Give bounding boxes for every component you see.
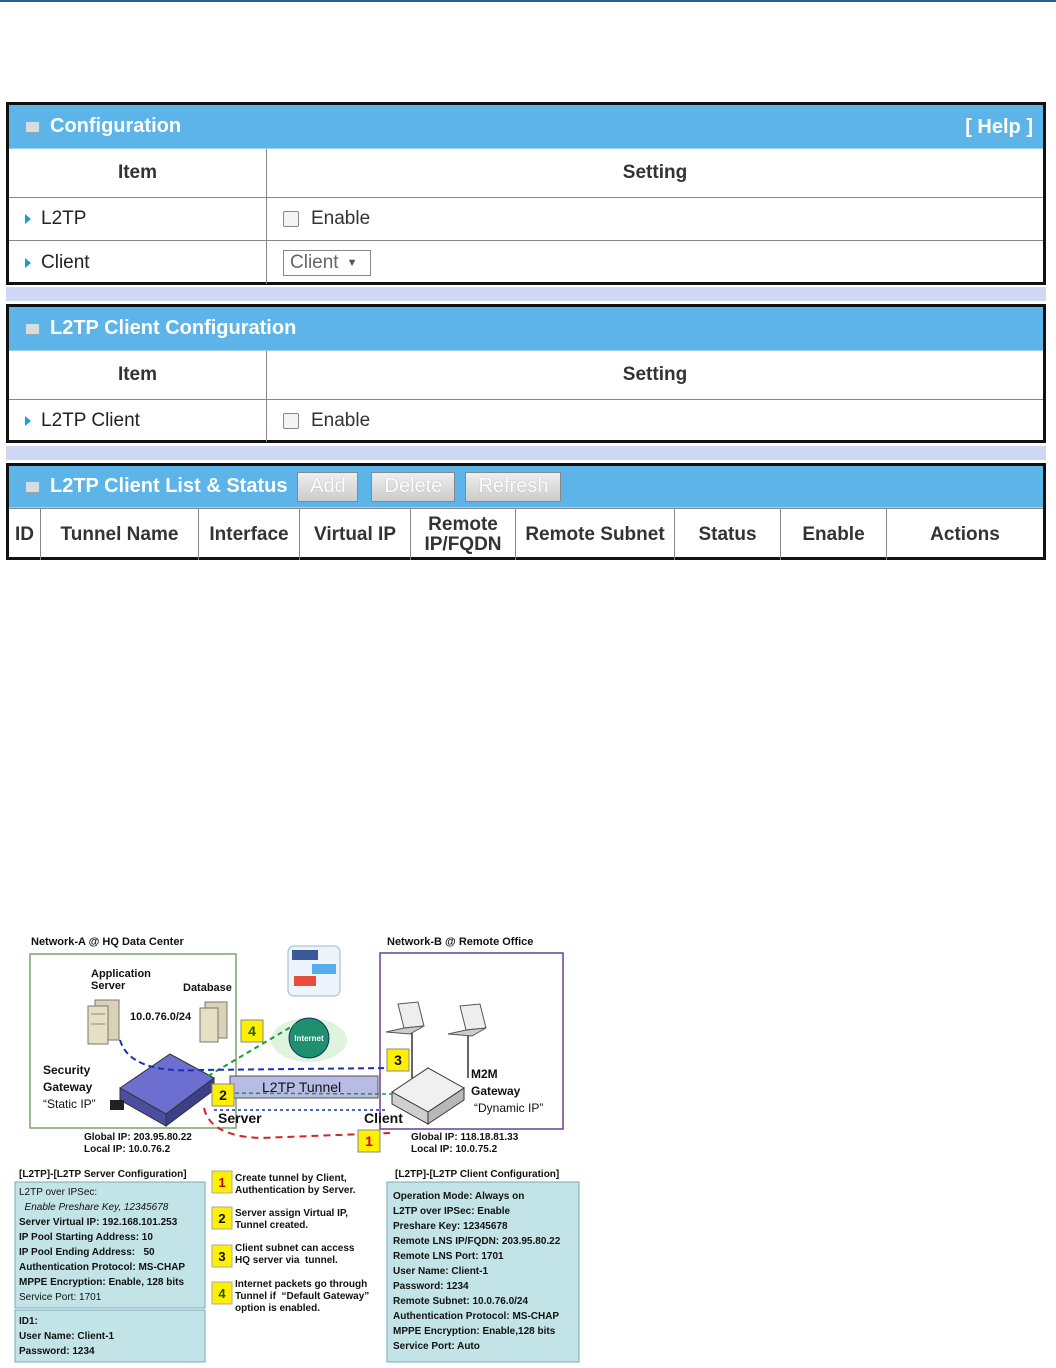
- client-cfg-line: Authentication Protocol: MS-CHAP: [393, 1311, 560, 1322]
- badge-3: 3: [394, 1052, 402, 1068]
- configuration-panel: [6, 102, 1046, 285]
- client-cfg-line: Operation Mode: Always on: [393, 1191, 525, 1202]
- server-label: Server: [218, 1110, 262, 1126]
- social-media-icon: [288, 946, 340, 996]
- col-item: Item: [9, 351, 267, 399]
- client-config-panel: [6, 304, 1046, 443]
- refresh-button[interactable]: Refresh: [465, 472, 561, 502]
- table-header: [9, 351, 1043, 399]
- legend-num: 3: [218, 1249, 226, 1264]
- chevron-down-icon: ▼: [346, 256, 358, 269]
- col-interface: Interface: [199, 509, 300, 560]
- network-diagram: [0, 928, 600, 1368]
- global-ip-a: Global IP: 203.95.80.22: [84, 1132, 192, 1143]
- global-ip-b: Global IP: 118.18.81.33: [411, 1132, 519, 1143]
- server-cfg-line: IP Pool Starting Address: 10: [19, 1232, 153, 1243]
- client-label: Client: [364, 1110, 403, 1126]
- security-gw-line1: Security: [43, 1063, 91, 1077]
- help-link[interactable]: [ Help ]: [965, 116, 1033, 138]
- col-remote-ip: Remote IP/FQDN: [411, 509, 516, 560]
- panel-title: Configuration: [50, 115, 182, 137]
- delete-button[interactable]: Delete: [371, 472, 455, 502]
- internet-globe-icon: [271, 1018, 347, 1062]
- network-b-label: Network-B @ Remote Office: [387, 936, 534, 948]
- client-cfg-line: Remote LNS Port: 1701: [393, 1251, 504, 1262]
- client-list-header: [9, 466, 1043, 508]
- row-label: L2TP Client: [41, 410, 140, 431]
- server-cfg-line: L2TP over IPSec:: [19, 1187, 98, 1198]
- panel-icon: [25, 121, 40, 133]
- legend-text: Tunnel created.: [235, 1220, 309, 1231]
- legend-text: Authentication by Server.: [235, 1185, 356, 1196]
- server-icon: [88, 1000, 119, 1044]
- separator: [6, 446, 1046, 460]
- server-user-line: User Name: Client-1: [19, 1331, 115, 1342]
- configuration-header: [9, 105, 1043, 149]
- row-l2tp: [9, 197, 1043, 240]
- mode-select[interactable]: [283, 250, 371, 276]
- legend-text: Client subnet can access: [235, 1243, 355, 1254]
- server-user-line: Password: 1234: [19, 1346, 95, 1357]
- col-setting: Setting: [622, 162, 688, 183]
- legend-text: option is enabled.: [235, 1303, 321, 1314]
- panel-title: L2TP Client Configuration: [50, 317, 297, 339]
- client-cfg-line: Service Port: Auto: [393, 1341, 480, 1352]
- database-label: Database: [183, 982, 232, 994]
- panel-icon: [25, 481, 40, 493]
- client-cfg-line: Password: 1234: [393, 1281, 469, 1292]
- network-a-label: Network-A @ HQ Data Center: [31, 936, 184, 948]
- col-enable: Enable: [781, 509, 887, 560]
- col-tunnel-name: Tunnel Name: [41, 509, 199, 560]
- m2m-line2: Gateway: [471, 1084, 521, 1098]
- client-list-panel: [6, 463, 1046, 560]
- col-remote-subnet: Remote Subnet: [516, 509, 675, 560]
- client-config-header: [9, 307, 1043, 351]
- m2m-line1: M2M: [471, 1067, 498, 1081]
- app-server-line1: Application: [91, 968, 151, 980]
- separator: [6, 287, 1046, 301]
- panel-title: L2TP Client List & Status: [50, 475, 288, 497]
- row-arrow-icon: [25, 416, 31, 426]
- select-value: Client: [290, 251, 339, 273]
- col-actions: Actions: [930, 523, 1000, 545]
- badge-4: 4: [248, 1023, 256, 1039]
- row-arrow-icon: [25, 258, 31, 268]
- tunnel-label: L2TP Tunnel: [262, 1079, 342, 1095]
- badge-2: 2: [219, 1087, 227, 1103]
- server-cfg-line: Authentication Protocol: MS-CHAP: [19, 1262, 186, 1273]
- l2tp-client-enable-checkbox[interactable]: [283, 413, 299, 429]
- legend-text: Internet packets go through: [235, 1279, 368, 1290]
- server-cfg-line: Service Port: 1701: [19, 1292, 102, 1303]
- col-setting: Setting: [622, 364, 688, 385]
- security-gw-line3: “Static IP”: [43, 1097, 96, 1111]
- row-label: L2TP: [41, 208, 87, 229]
- col-item: Item: [9, 149, 267, 197]
- top-rule: [0, 0, 1056, 2]
- row-client: [9, 240, 1043, 284]
- internet-label: Internet: [294, 1034, 324, 1043]
- legend-num: 2: [218, 1211, 226, 1226]
- client-cfg-line: L2TP over IPSec: Enable: [393, 1206, 511, 1217]
- l2tp-enable-checkbox[interactable]: [283, 211, 299, 227]
- col-status: Status: [675, 509, 781, 560]
- row-label: Client: [41, 251, 90, 273]
- local-ip-b: Local IP: 10.0.75.2: [411, 1144, 498, 1155]
- panel-icon: [25, 323, 40, 335]
- badge-1: 1: [365, 1133, 373, 1149]
- server-cfg-line: MPPE Encryption: Enable, 128 bits: [19, 1277, 185, 1288]
- client-cfg-line: Remote LNS IP/FQDN: 203.95.80.22: [393, 1236, 561, 1247]
- client-cfg-line: MPPE Encryption: Enable,128 bits: [393, 1326, 556, 1337]
- legend-num: 4: [218, 1286, 226, 1301]
- server-user-line: ID1:: [19, 1316, 38, 1327]
- legend-text: Server assign Virtual IP,: [235, 1208, 349, 1219]
- legend-num: 1: [218, 1175, 226, 1190]
- server-config-box: [15, 1182, 205, 1308]
- client-cfg-line: User Name: Client-1: [393, 1266, 489, 1277]
- checkbox-label: Enable: [311, 208, 371, 229]
- security-gw-line2: Gateway: [43, 1080, 93, 1094]
- client-config-title: [L2TP]-[L2TP Client Configuration]: [395, 1169, 560, 1180]
- server-cfg-line: Server Virtual IP: 192.168.101.253: [19, 1217, 178, 1228]
- add-button[interactable]: Add: [297, 472, 358, 502]
- checkbox-label: Enable: [311, 410, 371, 431]
- legend-text: HQ server via tunnel.: [235, 1255, 338, 1266]
- col-id: ID: [9, 509, 41, 560]
- server-cfg-line: Enable Preshare Key, 12345678: [19, 1202, 169, 1213]
- col-virtual-ip: Virtual IP: [300, 509, 411, 560]
- row-arrow-icon: [25, 214, 31, 224]
- database-icon: [200, 1002, 227, 1042]
- m2m-line3: “Dynamic IP”: [474, 1101, 544, 1115]
- client-cfg-line: Remote Subnet: 10.0.76.0/24: [393, 1296, 529, 1307]
- legend-text: Tunnel if “Default Gateway”: [235, 1291, 370, 1302]
- server-config-title: [L2TP]-[L2TP Server Configuration]: [19, 1169, 187, 1180]
- legend-text: Create tunnel by Client,: [235, 1173, 347, 1184]
- app-server-line2: Server: [91, 980, 126, 992]
- list-header-row: [9, 508, 1043, 560]
- table-header: [9, 149, 1043, 197]
- row-l2tp-client: [9, 399, 1043, 442]
- local-ip-a: Local IP: 10.0.76.2: [84, 1144, 171, 1155]
- client-cfg-line: Preshare Key: 12345678: [393, 1221, 508, 1232]
- server-cfg-line: IP Pool Ending Address: 50: [19, 1247, 155, 1258]
- subnet-label: 10.0.76.0/24: [130, 1011, 192, 1023]
